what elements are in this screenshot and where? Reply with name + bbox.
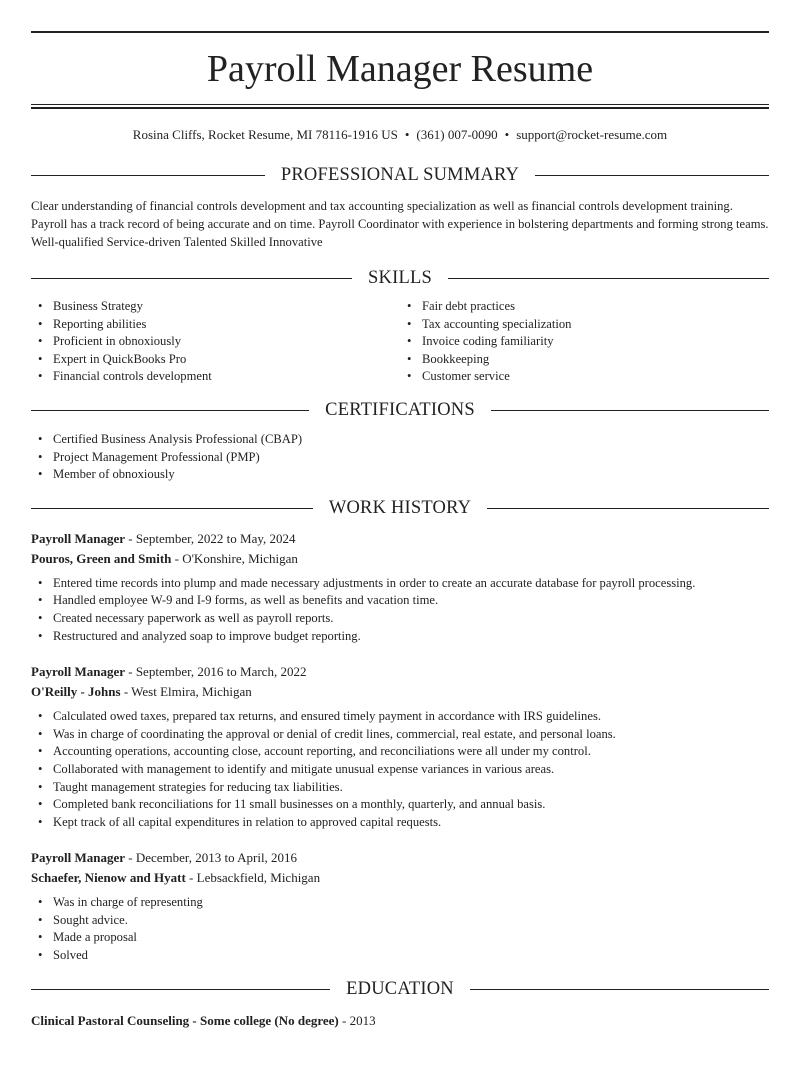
divider [31, 31, 769, 33]
skills-list [31, 298, 769, 386]
section-title: PROFESSIONAL SUMMARY [280, 164, 520, 185]
list-item: • Taught management strategies for reducing tax liabilities. [31, 779, 769, 797]
section-title: EDUCATION [346, 979, 454, 1000]
company-line [31, 868, 769, 888]
section-title: CERTIFICATIONS [325, 400, 475, 421]
location: - O'Konshire, Michigan [171, 550, 298, 566]
section-title: SKILLS [368, 267, 432, 288]
list-item: • Certified Business Analysis Professional (CBAP) [31, 431, 769, 449]
company-line [31, 682, 769, 702]
location: - Lebsackfield, Michigan [185, 870, 321, 886]
list-item: • Invoice coding familiarity [400, 333, 769, 351]
summary-text: Clear understanding of financial controls development and tax accounting specialization as well as financial controls development training. Payroll has a track record of being accurate and on time. Payroll Coordinator with experience in bolstering departments and forming strong teams. Well-qualified Service-driven Talented Skilled Innovative [31, 199, 769, 249]
education-entry [31, 1011, 769, 1031]
job-entry [31, 848, 769, 964]
separator: • [504, 127, 510, 142]
page-title: Payroll Manager Resume [206, 48, 594, 90]
separator: • [404, 127, 410, 142]
address: Rosina Cliffs, Rocket Resume, MI 78116-1916 US [132, 127, 398, 142]
company-line [31, 549, 769, 569]
resume-page [0, 31, 800, 1031]
location: - West Elmira, Michigan [120, 684, 252, 700]
section-heading-certifications [31, 400, 769, 422]
list-item: • Was in charge of representing [31, 894, 769, 912]
list-item: • Customer service [400, 368, 769, 386]
job-dates: - December, 2013 to April, 2016 [125, 850, 298, 866]
job-dates: - September, 2022 to May, 2024 [125, 530, 296, 546]
list-item: • Expert in QuickBooks Pro [31, 351, 400, 369]
list-item: • Created necessary paperwork as well as payroll reports. [31, 610, 769, 628]
job-entry [31, 662, 769, 831]
list-item: • Financial controls development [31, 368, 400, 386]
list-item: • Entered time records into plump and made necessary adjustments in order to create an accurate database for payroll processing. [31, 575, 769, 593]
list-item: • Accounting operations, accounting close, account reporting, and reconciliations were all under my control. [31, 743, 769, 761]
contact-line [31, 126, 769, 144]
job-bullets [31, 708, 769, 831]
company: Pouros, Green and Smith [31, 550, 172, 566]
list-item: • Sought advice. [31, 912, 769, 930]
company: O'Reilly - Johns [31, 684, 121, 700]
list-item: • Proficient in obnoxiously [31, 333, 400, 351]
list-item: • Member of obnoxiously [31, 466, 769, 484]
list-item: • Reporting abilities [31, 316, 400, 334]
job-dates: - September, 2016 to March, 2022 [125, 664, 307, 680]
section-title: WORK HISTORY [328, 498, 472, 519]
degree: Clinical Pastoral Counseling - Some college (No degree) [31, 1012, 339, 1028]
job-title: Payroll Manager [31, 664, 125, 680]
phone: (361) 007-0090 [416, 127, 498, 142]
section-heading-summary [31, 164, 769, 186]
job-title: Payroll Manager [31, 530, 125, 546]
job-entry [31, 529, 769, 645]
list-item: • Fair debt practices [400, 298, 769, 316]
email: support@rocket-resume.com [516, 127, 668, 142]
job-title-line [31, 848, 769, 868]
list-item: • Calculated owed taxes, prepared tax returns, and ensured timely payment in accordance with IRS guidelines. [31, 708, 769, 726]
list-item: • Handled employee W-9 and I-9 forms, as well as benefits and vacation time. [31, 592, 769, 610]
list-item: • Bookkeeping [400, 351, 769, 369]
section-heading-work [31, 498, 769, 520]
list-item: • Made a proposal [31, 929, 769, 947]
list-item: • Kept track of all capital expenditures in relation to approved capital requests. [31, 814, 769, 832]
education-year: - 2013 [338, 1012, 376, 1028]
job-title-line [31, 529, 769, 549]
list-item: • Tax accounting specialization [400, 316, 769, 334]
skills-right [400, 298, 769, 386]
job-bullets [31, 575, 769, 645]
list-item: • Was in charge of coordinating the approval or denial of credit lines, commercial, real estate, and personal loans. [31, 726, 769, 744]
company: Schaefer, Nienow and Hyatt [31, 870, 186, 886]
section-heading-skills [31, 267, 769, 289]
list-item: • Restructured and analyzed soap to improve budget reporting. [31, 628, 769, 646]
list-item: • Completed bank reconciliations for 11 small businesses on a monthly, quarterly, and annual basis. [31, 796, 769, 814]
double-divider [31, 104, 769, 109]
job-bullets [31, 894, 769, 964]
list-item: • Business Strategy [31, 298, 400, 316]
list-item: • Solved [31, 947, 769, 965]
job-title: Payroll Manager [31, 850, 125, 866]
section-heading-education [31, 979, 769, 1001]
job-title-line [31, 662, 769, 682]
work-history [31, 529, 769, 965]
list-item: • Project Management Professional (PMP) [31, 449, 769, 467]
skills-left [31, 298, 400, 386]
list-item: • Collaborated with management to identify and mitigate unusual expense variances in various areas. [31, 761, 769, 779]
certifications-list [31, 431, 769, 484]
